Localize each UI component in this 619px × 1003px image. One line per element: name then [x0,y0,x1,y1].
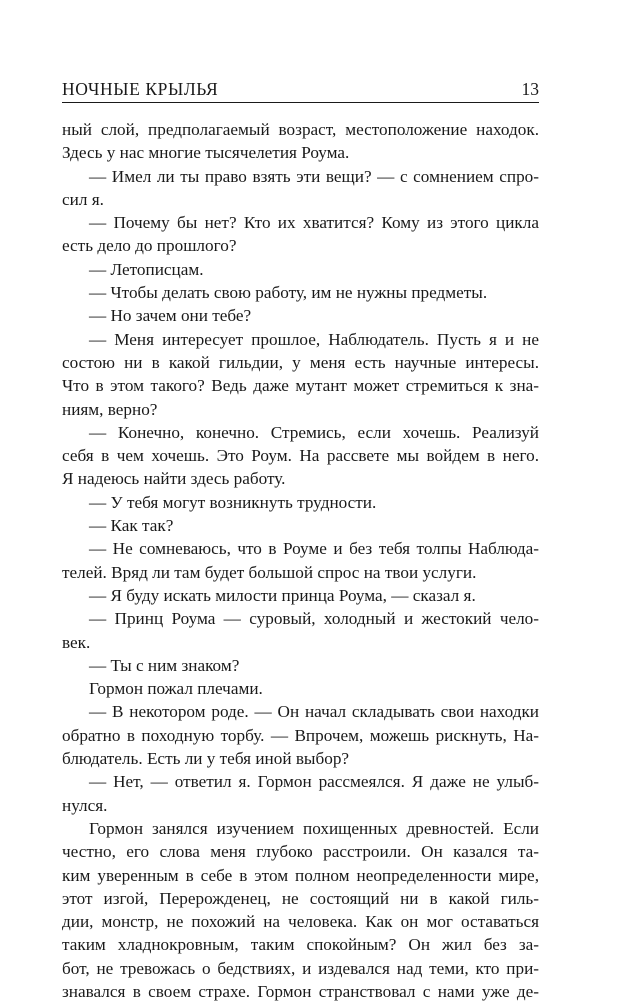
text-line: ниям, верно? [62,399,158,419]
text-line: ный слой, предполагаемый возраст, местоположение находок. [62,120,539,139]
text-line: — Я буду искать милости принца Роума, — сказал я. [89,585,476,605]
body-text [62,118,539,1003]
text-line: обратно в походную торбу. — Впрочем, можешь рискнуть, На- [62,725,539,745]
text-line: — У тебя могут возникнуть трудности. [89,492,377,512]
text-line: Здесь у нас многие тысячелетия Роума. [62,143,350,163]
text-line: — Принц Роума — суровый, холодный и жестокий чело- [89,609,539,629]
text-line: Я надеюсь найти здесь работу. [62,469,286,489]
text-line: есть дело до прошлого? [62,236,237,256]
text-line: состою ни в какой гильдии, у меня есть научные интересы. [62,352,539,372]
text-line: — Нет, — ответил я. Гормон рассмеялся. Я даже не улыб- [89,772,539,792]
text-line: — Почему бы нет? Кто их хватится? Кому из этого цикла [89,213,539,233]
text-line: Гормон пожал плечами. [89,679,263,699]
text-line: — В некотором роде. — Он начал складывать свои находки [89,702,539,722]
text-line: бот, не тревожась о бедствиях, и издевался над теми, кто при- [62,958,539,978]
text-line: дии, монстр, не похожий на человека. Как он мог оставаться [62,912,539,932]
text-line: этот изгой, Перерожденец, не состоящий ни в какой гиль- [62,888,539,908]
text-line: — Меня интересует прошлое, Наблюдатель. Пусть я и не [89,329,539,349]
text-line: — Чтобы делать свою работу, им не нужны предметы. [89,283,488,303]
text-line: сил я. [62,189,104,209]
text-line: Что в этом такого? Ведь даже мутант может стремиться к зна- [62,376,539,396]
text-line: — Как так? [89,516,174,536]
text-line: нулся. [62,795,108,815]
text-line: себя в чем хочешь. Это Роум. На рассвете мы войдем в него. [62,446,539,466]
text-line: — Летописцам. [89,259,204,279]
text-line: век. [62,632,91,652]
text-line: знавался в своем страхе. Гормон странствовал с нами уже де- [62,981,539,1001]
text-line: честно, его слова меня глубоко расстроили. Он казался та- [62,842,539,862]
text-line: таким хладнокровным, таким спокойным? Он жил без за- [62,935,539,955]
text-line: — Но зачем они тебе? [89,306,252,326]
text-line: — Не сомневаюсь, что в Роуме и без тебя толпы Наблюда- [89,539,539,559]
page-number: 13 [521,79,539,99]
text-line: — Ты с ним знаком? [89,655,240,675]
running-title: НОЧНЫЕ КРЫЛЬЯ [62,79,219,99]
text-line: ким уверенным в себе в этом полном неопределенности мире, [62,865,539,885]
text-line: Гормон занялся изучением похищенных древностей. Если [89,818,539,838]
text-line: — Имел ли ты право взять эти вещи? — с сомнением спро- [89,166,539,186]
running-header [62,78,539,104]
text-line: блюдатель. Есть ли у тебя иной выбор? [62,749,350,769]
text-line: телей. Вряд ли там будет большой спрос на твои услуги. [62,562,477,582]
text-line: — Конечно, конечно. Стремись, если хочешь. Реализуй [89,422,539,442]
header-rule [62,102,539,103]
